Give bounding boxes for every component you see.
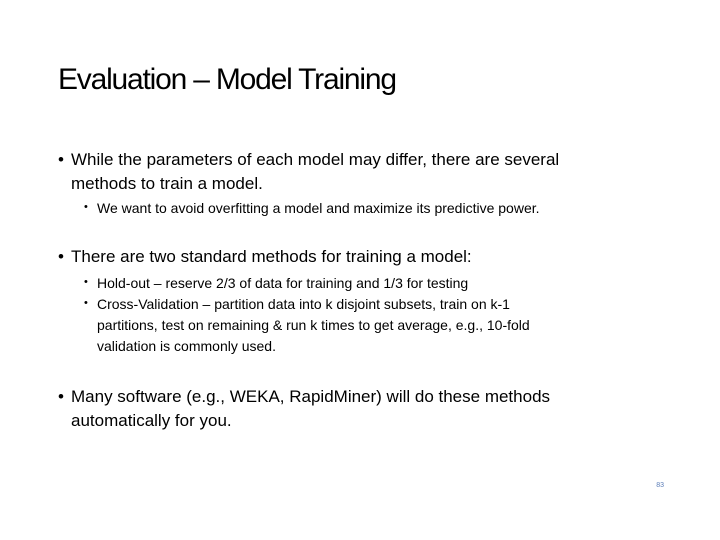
bullet-dot-icon: •: [58, 247, 64, 266]
bullet-text-line-1: Many software (e.g., WEKA, RapidMiner) will do these methods: [71, 387, 551, 406]
sub-bullet-dot-icon: •: [84, 276, 88, 288]
sub-bullet-dot-icon: •: [84, 297, 88, 309]
slide-title: Evaluation – Model Training: [58, 63, 396, 96]
bullet-software-methods: [58, 385, 550, 433]
sub-bullet-text: Hold-out – reserve 2/3 of data for training and 1/3 for testing: [97, 275, 469, 291]
sub-bullet-cross-validation: [84, 294, 530, 357]
bullet-text-line-2: automatically for you.: [71, 411, 232, 430]
page-number: 83: [656, 482, 664, 489]
bullet-dot-icon: •: [58, 387, 64, 406]
sub-bullet-avoid-overfitting: [84, 198, 540, 219]
sub-bullet-hold-out: [84, 273, 468, 294]
bullet-dot-icon: •: [58, 150, 64, 169]
sub-bullet-text: We want to avoid overfitting a model and maximize its predictive power.: [97, 200, 540, 216]
bullet-standard-methods: [58, 245, 472, 269]
bullet-text-line-1: While the parameters of each model may differ, there are several: [71, 150, 560, 169]
sub-bullet-dot-icon: •: [84, 201, 88, 213]
sub-bullet-text-line-2: partitions, test on remaining & run k times to get average, e.g., 10-fold: [97, 317, 530, 333]
bullet-parameters-differ: [58, 148, 559, 196]
bullet-text-line-1: There are two standard methods for training a model:: [71, 247, 472, 266]
sub-bullet-text-line-3: validation is commonly used.: [97, 338, 276, 354]
bullet-text-line-2: methods to train a model.: [71, 174, 263, 193]
sub-bullet-text-line-1: Cross-Validation – partition data into k disjoint subsets, train on k-1: [97, 296, 510, 312]
